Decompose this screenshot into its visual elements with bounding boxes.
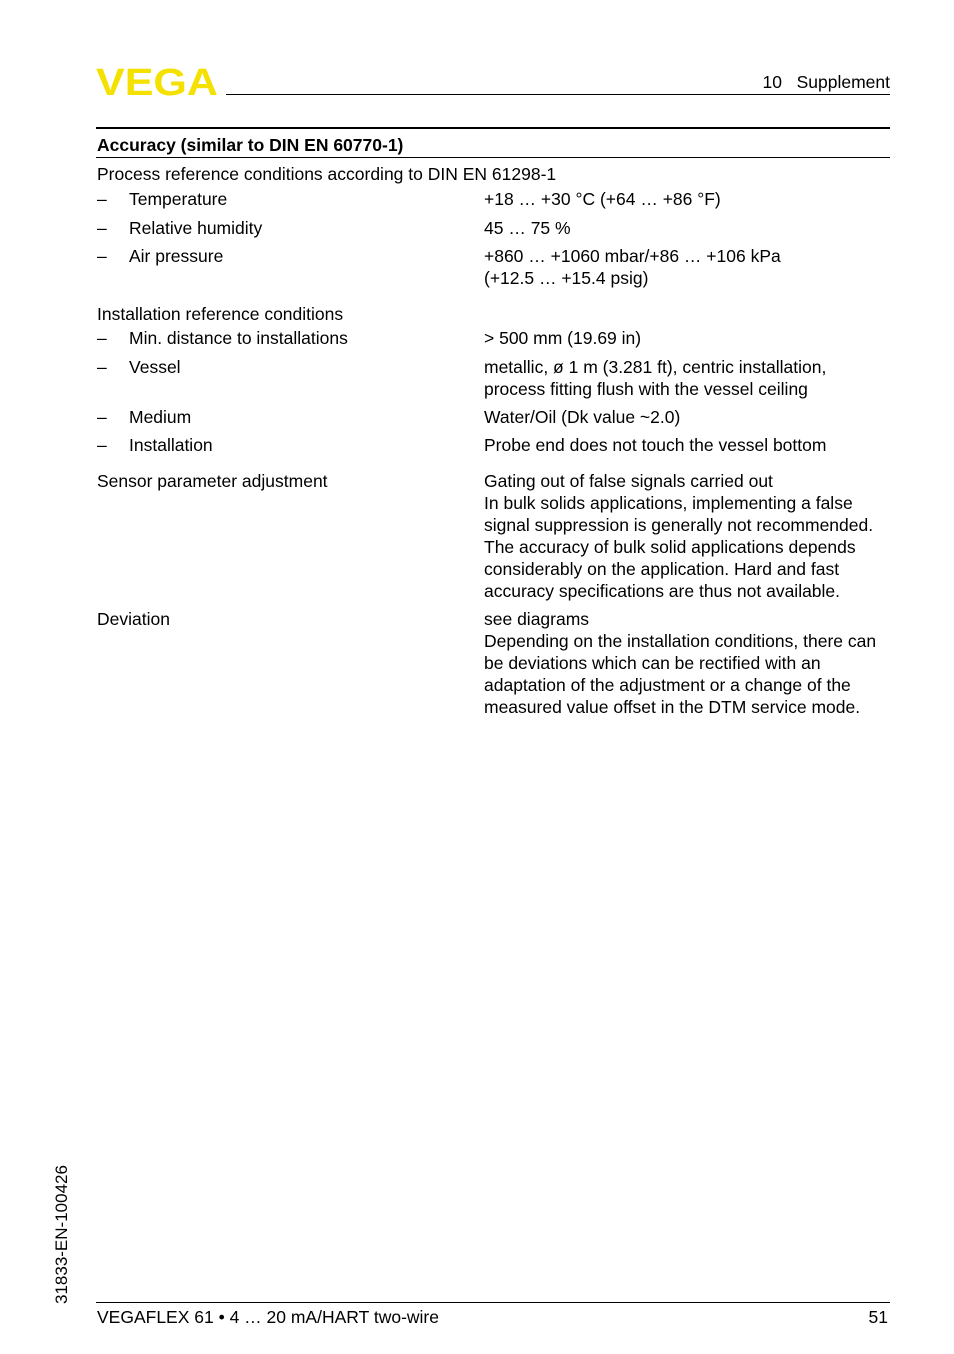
vessel-value-line-1: metallic, ø 1 m (3.281 ft), centric installation, xyxy=(484,357,827,377)
deviation-value-line: adaptation of the adjustment or a change of the xyxy=(484,675,851,695)
relative-humidity-label: Relative humidity xyxy=(129,218,263,238)
section-title: Accuracy (similar to DIN EN 60770-1) xyxy=(97,135,404,155)
deviation-value-line: see diagrams xyxy=(484,609,590,629)
installation-label: Installation xyxy=(129,435,213,455)
deviation-value-line: measured value offset in the DTM service mode. xyxy=(484,697,861,717)
sensor-parameter-value-line: considerably on the application. Hard and fast xyxy=(484,559,840,579)
list-dash: – xyxy=(97,218,107,238)
page-number: 51 xyxy=(868,1307,888,1327)
min-distance-label: Min. distance to installations xyxy=(129,328,348,348)
list-dash: – xyxy=(97,407,107,427)
footer-rule xyxy=(96,1302,890,1303)
section-top-rule xyxy=(96,127,890,129)
min-distance-value: > 500 mm (19.69 in) xyxy=(484,328,642,348)
list-dash: – xyxy=(97,357,107,377)
medium-label: Medium xyxy=(129,407,192,427)
deviation-value-line: be deviations which can be rectified with an xyxy=(484,653,821,673)
process-reference-heading: Process reference conditions according to DIN EN 61298-1 xyxy=(97,164,557,184)
list-dash: – xyxy=(97,189,107,209)
document-code: 31833-EN-100426 xyxy=(52,1165,71,1304)
vessel-label: Vessel xyxy=(129,357,181,377)
deviation-value-line: Depending on the installation conditions, there can xyxy=(484,631,877,651)
temperature-label: Temperature xyxy=(129,189,228,209)
vega-logo xyxy=(96,64,220,98)
deviation-label: Deviation xyxy=(97,609,170,629)
list-dash: – xyxy=(97,435,107,455)
sensor-parameter-label: Sensor parameter adjustment xyxy=(97,471,328,491)
air-pressure-label: Air pressure xyxy=(129,246,224,266)
sensor-parameter-value-line: The accuracy of bulk solid applications depends xyxy=(484,537,856,557)
list-dash: – xyxy=(97,246,107,266)
air-pressure-value-line-1: +860 … +1060 mbar/+86 … +106 kPa xyxy=(484,246,781,266)
header-rule xyxy=(226,94,890,95)
sensor-parameter-value-line: In bulk solids applications, implementing a false xyxy=(484,493,853,513)
medium-value: Water/Oil (Dk value ~2.0) xyxy=(484,407,681,427)
installation-value: Probe end does not touch the vessel bottom xyxy=(484,435,827,455)
air-pressure-value-line-2: (+12.5 … +15.4 psig) xyxy=(484,268,649,288)
sensor-parameter-value-line: signal suppression is generally not recommended. xyxy=(484,515,874,535)
footer-product: VEGAFLEX 61 • 4 … 20 mA/HART two-wire xyxy=(97,1307,439,1327)
logo-wordmark: VEGA xyxy=(96,64,218,98)
sensor-parameter-value-line: Gating out of false signals carried out xyxy=(484,471,773,491)
relative-humidity-value: 45 … 75 % xyxy=(484,218,571,238)
temperature-value: +18 … +30 °C (+64 … +86 °F) xyxy=(484,189,721,209)
installation-reference-heading: Installation reference conditions xyxy=(97,304,344,324)
section-bottom-rule xyxy=(96,157,890,158)
vessel-value-line-2: process fitting flush with the vessel ceiling xyxy=(484,379,808,399)
sensor-parameter-value-line: accuracy specifications are thus not available. xyxy=(484,581,841,601)
list-dash: – xyxy=(97,328,107,348)
header-section-label: 10 Supplement xyxy=(762,72,890,92)
